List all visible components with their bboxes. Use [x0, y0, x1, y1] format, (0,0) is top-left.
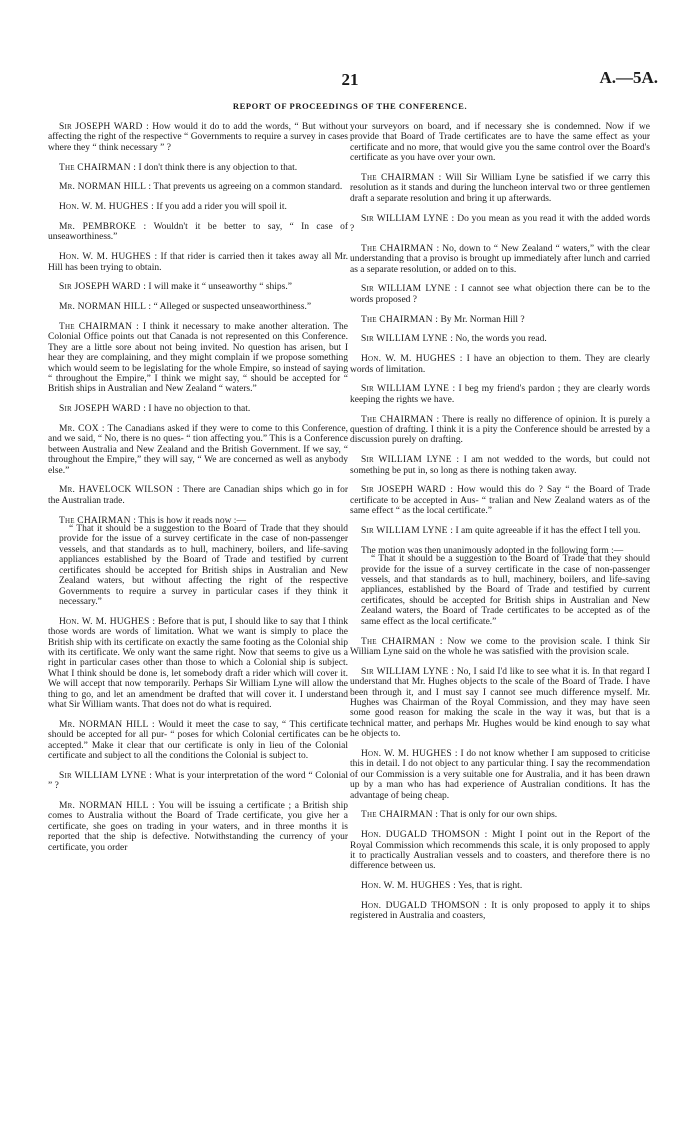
- speaker-name: Sir WILLIAM LYNE :: [361, 455, 460, 466]
- speech-paragraph: [48, 322, 348, 395]
- speech-paragraph: [350, 810, 650, 820]
- speech-text: I do not know whether I am supposed to criticise this in detail. I do not object to any particular thing. I say the recommendation of our Commission is a very suitable one for Australia, and it has been drawn up by a man who has had experience of Australian conditions. It has the advantage of being cheap.: [350, 748, 651, 801]
- right-column: [350, 122, 650, 931]
- speaker-name: Sir JOSEPH WARD :: [59, 282, 147, 293]
- speech-text: Do you mean as you read it with the added words ?: [350, 213, 651, 235]
- speech-text: Would it meet the case to say, “ This certificate should be accepted for all pur- “ poses for which Colonial certificates can be accepted.” Make it clear that our certificate is only in lieu of the Colonial certificate and subject to all the conditions the Colonial is subject to.: [48, 719, 348, 761]
- speech-paragraph: [350, 354, 650, 375]
- speaker-name: Mr. NORMAN HILL :: [59, 182, 152, 193]
- speech-text: What is your interpretation of the word “ Colonial ” ?: [48, 770, 348, 792]
- speaker-name: The CHAIRMAN :: [361, 314, 439, 325]
- speech-paragraph: [48, 282, 348, 292]
- speech-text: Yes, that is right.: [457, 881, 523, 892]
- speech-text: I have an objection to them. They are clearly words of limitation.: [350, 354, 650, 375]
- speech-text: If that rider is carried then it takes away all Mr. Hill has been trying to obtain.: [48, 252, 349, 273]
- speech-paragraph: [350, 667, 650, 740]
- speech-paragraph: [48, 222, 348, 243]
- speech-text: If you add a rider you will spoil it.: [156, 202, 287, 213]
- speech-text: I will make it “ unseaworthy “ ships.”: [148, 282, 292, 293]
- speech-paragraph: [350, 244, 650, 275]
- speech-paragraph: [48, 720, 348, 762]
- speech-paragraph: [350, 901, 650, 922]
- speaker-name: Sir WILLIAM LYNE :: [361, 666, 455, 677]
- speech-paragraph: [350, 122, 650, 164]
- quoted-resolution: [59, 524, 348, 607]
- speaker-name: The CHAIRMAN :: [361, 243, 440, 254]
- speaker-name: The CHAIRMAN :: [361, 636, 443, 647]
- speech-paragraph: [350, 637, 650, 658]
- speech-paragraph: [48, 122, 348, 153]
- speech-text: I am quite agreeable if it has the effect I tell you.: [455, 526, 641, 537]
- speech-text: No, I said I'd like to see what it is. In that regard I understand that Mr. Hughes objects to the scale of the Board of Trade. I have been through it, and I must say I cannot see much difference myself. Mr. Hughes was Chairman of the Royal Commission, and they may have seen some good reason for making the scale in the way it was, but that is a technical matter, and perhaps Mr. Hughes would be kind enough to say what he objects to.: [350, 666, 651, 740]
- speech-paragraph: [48, 252, 348, 273]
- speech-paragraph: [350, 384, 650, 405]
- speech-text: The motion was then unanimously adopted in the following form :—: [361, 545, 624, 556]
- speaker-name: Mr. NORMAN HILL :: [59, 800, 155, 811]
- page-number: 21: [341, 70, 359, 89]
- speech-text: Will Sir William Lyne be satisfied if we carry this resolution as it stands and during the luncheon interval two or three gentlemen draft a separate resolution and bring it up afterwards.: [350, 173, 650, 204]
- speaker-name: Sir WILLIAM LYNE :: [361, 213, 455, 224]
- speech-text: There is really no difference of opinion. It is purely a question of drafting. I think it is a pity the Conference should be arrested by a discussion purely on drafting.: [350, 414, 650, 446]
- speech-text: I cannot see what objection there can be to the words proposed ?: [350, 284, 650, 305]
- speech-text: I think it necessary to make another alteration. The Colonial Office points out that Canada is not represented on this Conference. They are a little sore about not being invited. No question has arisen, but I hear they are complaining, and they might complain if we propose something which would seem to be legislating for the whole Empire, so instead of saying “ throughout the Empire,” I think we might say, “ should be accepted for “ British ships in Australian and New Zealand “ waters.”: [48, 322, 349, 395]
- speaker-name: Sir JOSEPH WARD :: [361, 485, 454, 496]
- speech-paragraph: [350, 284, 650, 305]
- speech-text: I don't think there is any objection to that.: [138, 162, 298, 173]
- speaker-name: Sir JOSEPH WARD :: [59, 122, 149, 132]
- speech-text: That prevents us agreeing on a common standard.: [153, 182, 343, 193]
- speech-text: It is only proposed to apply it to ships registered in Australia and coasters,: [350, 900, 650, 922]
- speech-text: No, the words you read.: [455, 334, 547, 345]
- speech-paragraph: [48, 485, 348, 506]
- speech-paragraph: [350, 526, 650, 536]
- speaker-name: Hon. W. M. HUGHES :: [59, 202, 154, 213]
- speech-paragraph: [48, 182, 348, 192]
- speech-paragraph: [350, 485, 650, 516]
- speaker-name: Hon. W. M. HUGHES :: [361, 881, 456, 892]
- speech-paragraph: [350, 173, 650, 204]
- speaker-name: The CHAIRMAN :: [361, 173, 442, 184]
- speaker-name: Hon. W. M. HUGHES :: [361, 748, 458, 759]
- speaker-name: The CHAIRMAN :: [59, 322, 140, 332]
- quoted-resolution: [361, 554, 650, 627]
- speaker-name: Sir JOSEPH WARD :: [59, 404, 147, 415]
- speaker-name: Hon. W. M. HUGHES :: [59, 616, 156, 627]
- speech-text: I beg my friend's pardon ; they are clearly words keeping the rights we have.: [350, 384, 650, 405]
- speaker-name: Hon. DUGALD THOMSON :: [361, 830, 488, 841]
- speaker-name: Sir WILLIAM LYNE :: [361, 334, 454, 345]
- speech-paragraph: [350, 881, 650, 891]
- speech-text: You will be issuing a certificate ; a British ship comes to Australia without the Board of Trade certificate, you give her a certificate, she goes on trading in your waters, and in three months it is reported that the ship is defective. Notwithstanding the currency of your certificate, you order: [48, 800, 348, 853]
- speech-paragraph: [48, 302, 348, 312]
- speaker-name: Sir WILLIAM LYNE :: [361, 284, 458, 295]
- speech-paragraph: [350, 315, 650, 325]
- speaker-name: Sir WILLIAM LYNE :: [361, 384, 456, 395]
- speech-paragraph: [350, 830, 650, 872]
- speech-text: Wouldn't it be better to say, “ In case of unseaworthiness.”: [48, 222, 348, 243]
- speech-paragraph: [350, 749, 650, 801]
- speech-paragraph: [48, 771, 348, 792]
- speech-paragraph: [48, 424, 348, 476]
- document-reference: A.—5A.: [599, 68, 658, 87]
- speech-text: I am not wedded to the words, but could not something be put in, so long as there is nothing taken away.: [350, 455, 650, 476]
- speech-text: That is only for our own ships.: [440, 810, 558, 821]
- speaker-name: Mr. HAVELOCK WILSON :: [59, 485, 180, 496]
- speech-paragraph: [48, 163, 348, 173]
- speech-paragraph: [48, 617, 348, 711]
- speaker-name: Sir WILLIAM LYNE :: [361, 526, 454, 537]
- speech-paragraph: [350, 415, 650, 446]
- speaker-name: Hon. W. M. HUGHES :: [59, 252, 158, 263]
- speech-text: By Mr. Norman Hill ?: [440, 314, 525, 325]
- quote-text: “ That it should be a suggestion to the Board of Trade that they should provide for the issue of a survey certificate in the case of non-passenger vessels, and that standards as to hull, machinery, boilers, and life-saving appliances, established by the Board of Trade and testified by current certificates, should be accepted for British ships in Australian and New Zealand waters, the Board of Trade certificates to be accepted as of the same effect as the local certificate.”: [361, 554, 650, 627]
- speech-text: Before that is put, I should like to say that I think those words are words of limitation. What we want is simply to place the British ship with its certificate on exactly the same footing as the Colonial ship with its certificate. We only want the same right. Now that seems to give us a right in particular cases other than those to which a Colonial ship is subject. What I think should be done is, let somebody draft a rider which will cover it. We will accept that now temporarily. Perhaps Sir William Lyne will allow the thing to go, and let an amendment be drafted that will cover it. I understand what Sir William wants. That does not do what is required.: [48, 616, 348, 710]
- speech-text: Might I point out in the Report of the Royal Commission which recommends this scale, it is only proposed to apply it to practically Australian vessels and to coasters, and therefore there is no difference between us.: [350, 830, 651, 872]
- page-heading: REPORT OF PROCEEDINGS OF THE CONFERENCE.: [232, 101, 468, 111]
- speaker-name: The CHAIRMAN :: [361, 414, 440, 425]
- speaker-name: The CHAIRMAN :: [59, 515, 137, 526]
- speech-paragraph: [48, 404, 348, 414]
- speaker-name: Hon. W. M. HUGHES :: [361, 354, 463, 365]
- speech-text: How would this do ? Say “ the Board of Trade certificate to be accepted in Aus- “ tralian and New Zealand waters as of the same effect “ as the local certificate.”: [350, 485, 650, 517]
- speech-text: No, down to “ New Zealand “ waters,” with the clear understanding that a proviso is brought up immediately after lunch and carried as a separate resolution, or added on to this.: [350, 243, 650, 275]
- speech-paragraph: [350, 334, 650, 344]
- speaker-name: Mr. COX :: [59, 424, 105, 435]
- speech-paragraph: [350, 455, 650, 476]
- speech-text: How would it do to add the words, “ But without affecting the right of the respective “ Governments to require a survey in cases where they “ think necessary ” ?: [48, 122, 349, 153]
- speaker-name: Sir WILLIAM LYNE :: [59, 770, 153, 781]
- speech-text: Now we come to the provision scale. I think Sir William Lyne said on the whole he was satisfied with the provision scale.: [350, 636, 650, 657]
- speech-text: “ Alleged or suspected unseaworthiness.”: [153, 302, 312, 313]
- speaker-name: The CHAIRMAN :: [59, 162, 137, 173]
- speech-text: This is how it reads now :—: [138, 515, 246, 526]
- speech-text: The Canadians asked if they were to come to this Conference, and we said, “ No, there is no ques- “ tion affecting you.” This is a Conference between Australia and New Zealand and the British Government. If we say, “ throughout the Empire,” they will say, “ We are concerned as well as anybody else.”: [48, 424, 348, 476]
- left-column: [48, 122, 348, 862]
- speech-paragraph: [48, 801, 348, 853]
- speech-paragraph: [48, 202, 348, 212]
- speaker-name: Mr. PEMBROKE :: [59, 222, 147, 232]
- speaker-name: Mr. NORMAN HILL :: [59, 302, 152, 313]
- speech-text: There are Canadian ships which go in for the Australian trade.: [48, 485, 348, 506]
- speaker-name: Hon. DUGALD THOMSON :: [361, 900, 487, 911]
- speaker-name: Mr. NORMAN HILL :: [59, 719, 155, 730]
- speech-text: I have no objection to that.: [148, 404, 251, 415]
- speech-text: your surveyors on board, and if necessary she is condemned. Now if we provide that Board of Trade certificates are to have the same effect as your certificate and no more, that would give you the same control over the Board's certificate as you have over your own.: [350, 122, 650, 164]
- speaker-name: The CHAIRMAN :: [361, 810, 439, 821]
- quote-text: “ That it should be a suggestion to the Board of Trade that they should provide for the issue of a survey certificate in the case of non-passenger vessels, and that standards as to hull, machinery, boilers, and life-saving appliances established by the Board of Trade and testified by current certificates should be accepted for British ships in Australian and New Zealand waters, but without affecting the right of the respective Governments to require a survey in particular cases if they think it necessary.”: [59, 524, 348, 607]
- speech-paragraph: [350, 214, 650, 235]
